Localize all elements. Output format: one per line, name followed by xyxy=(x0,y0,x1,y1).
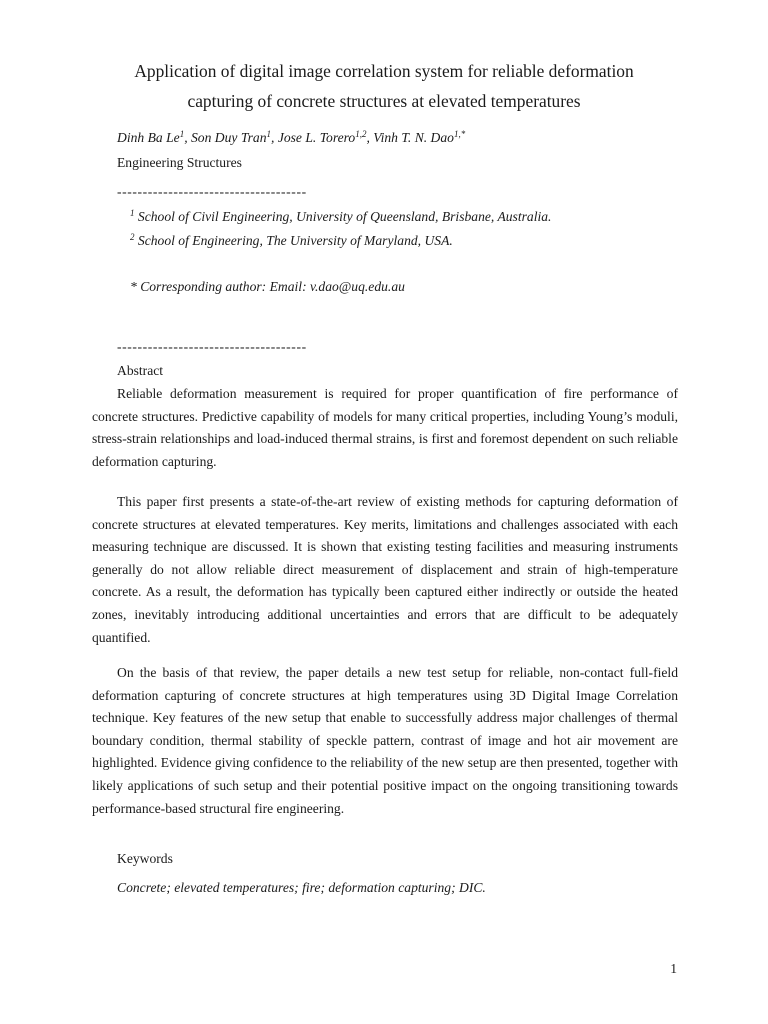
author-separator: , xyxy=(366,130,374,145)
abstract-paragraph-3: On the basis of that review, the paper details a new test setup for reliable, non-contact full-field deformation capturing of concrete structures at high temperatures using 3D Digital Image Correlation technique. Key features of the new setup that enable to successfully address major challenges of thermal boundary condition, thermal stability of speckle pattern, contrast of image and hot air movement are highlighted. Evidence giving confidence to the reliability of the new setup are then presented, together with likely applications of such setup and their potential positive impact on the ongoing transitioning towards performance-based structural fire engineering. xyxy=(92,665,678,816)
author-separator: , xyxy=(271,130,278,145)
journal-name: Engineering Structures xyxy=(117,155,242,170)
author-affiliation-mark: 1,* xyxy=(453,129,466,139)
author-name: Dinh Ba Le xyxy=(117,130,180,145)
title-line-1: Application of digital image correlation system for reliable deformation xyxy=(134,61,634,81)
paper-title xyxy=(60,56,708,116)
keywords-list: Concrete; elevated temperatures; fire; deformation capturing; DIC. xyxy=(117,880,486,895)
separator-line: ------------------------------------- xyxy=(117,339,307,354)
author-separator: , xyxy=(184,130,191,145)
affiliation-1 xyxy=(130,207,551,227)
author-list xyxy=(117,128,465,148)
affiliation-2 xyxy=(130,231,453,251)
affiliation-mark: 1 xyxy=(130,208,135,218)
abstract-paragraph-1: Reliable deformation measurement is required for proper quantification of fire performance of concrete structures. Predictive capability of models for many critical properties, including Young’s moduli, stress-strain relationships and load-induced thermal strains, is first and foremost dependent on such reliable deformation capturing. xyxy=(92,386,678,469)
author-affiliation-mark: 1 xyxy=(179,129,185,139)
title-line-2: capturing of concrete structures at elevated temperatures xyxy=(187,91,581,111)
page-number: 1 xyxy=(670,961,677,976)
author-name: Son Duy Tran xyxy=(190,130,267,145)
affiliation-text: School of Civil Engineering, University of Queensland, Brisbane, Australia. xyxy=(134,209,552,224)
affiliation-text: School of Engineering, The University of Maryland, USA. xyxy=(134,233,453,248)
author-name: Vinh T. N. Dao xyxy=(373,130,454,145)
keywords-heading: Keywords xyxy=(117,851,173,866)
abstract-paragraph-2: This paper first presents a state-of-the-art review of existing methods for capturing deformation of concrete structures at elevated temperatures. Key merits, limitations and challenges associated with each measuring technique are discussed. It is shown that existing testing facilities and measuring instruments generally do not allow reliable direct measurement of displacement and strain of high-temperature concrete. As a result, the deformation has typically been captured either indirectly or outside the heated zones, inevitably introducing additional uncertainties and errors that are difficult to be adequately quantified. xyxy=(92,494,678,645)
corresponding-author: * Corresponding author: Email: v.dao@uq.edu.au xyxy=(130,279,405,294)
separator-line: ------------------------------------- xyxy=(117,184,307,199)
author-name: Jose L. Torero xyxy=(277,130,356,145)
author-affiliation-mark: 1,2 xyxy=(355,129,367,139)
affiliation-mark: 2 xyxy=(130,232,135,242)
author-affiliation-mark: 1 xyxy=(266,129,272,139)
abstract-heading: Abstract xyxy=(117,363,164,378)
